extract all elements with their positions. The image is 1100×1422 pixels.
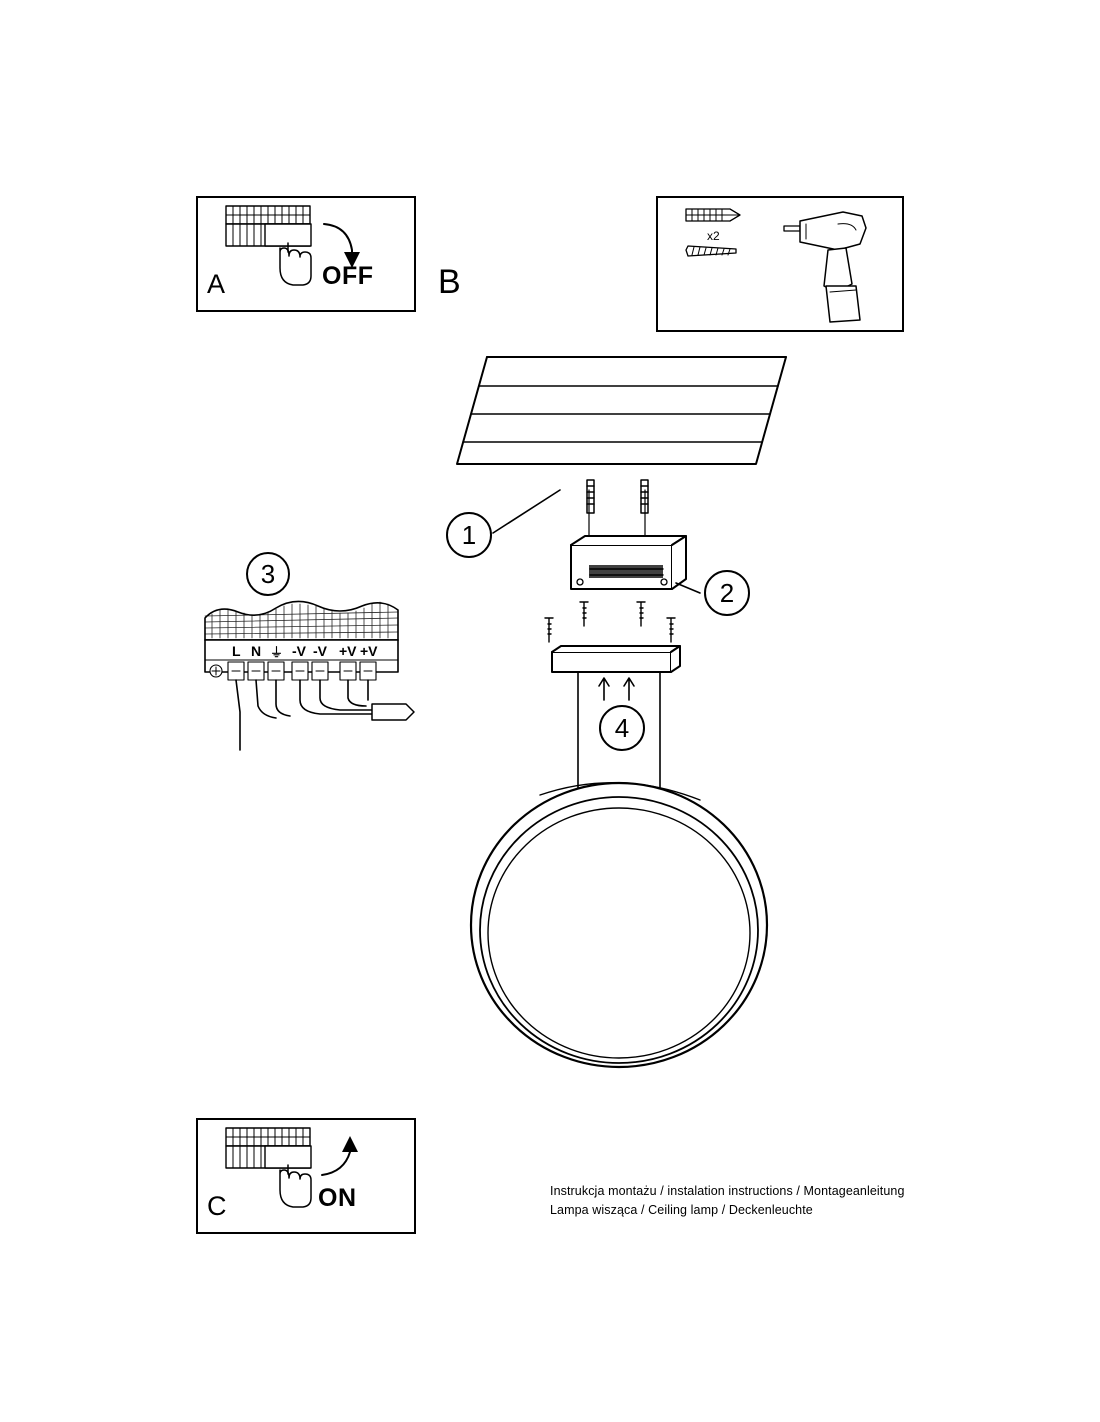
driver-terminal-labels [232, 643, 378, 660]
callout-4: 4 [599, 705, 645, 751]
switch-on-label: ON [318, 1184, 357, 1212]
panel-c-letter: C [207, 1191, 227, 1221]
terminal-label-neg-v-2: -V [313, 643, 327, 659]
panel-a-letter: A [207, 269, 226, 299]
switch-off-label: OFF [322, 262, 374, 290]
terminal-label-pos-v-2: +V [360, 643, 378, 659]
callout-2: 2 [704, 570, 750, 616]
terminal-label-l: L [232, 643, 241, 659]
terminal-label-n: N [251, 643, 262, 659]
footer-line-1: Instrukcja montażu / instalation instructions / Montageanleitung [550, 1184, 905, 1198]
footer-text [550, 1182, 905, 1221]
callout-1: 1 [446, 512, 492, 558]
driver-body-icon [205, 601, 414, 750]
terminal-label-neg-v: -V [292, 643, 306, 659]
plug-quantity-label: x2 [707, 229, 720, 243]
footer-line-2: Lampa wisząca / Ceiling lamp / Deckenleuchte [550, 1203, 813, 1218]
terminal-label-earth: ⏚ [270, 645, 284, 660]
callout-3: 3 [246, 552, 290, 596]
terminal-label-pos-v: +V [339, 643, 357, 659]
panel-b-letter: B [438, 263, 461, 301]
